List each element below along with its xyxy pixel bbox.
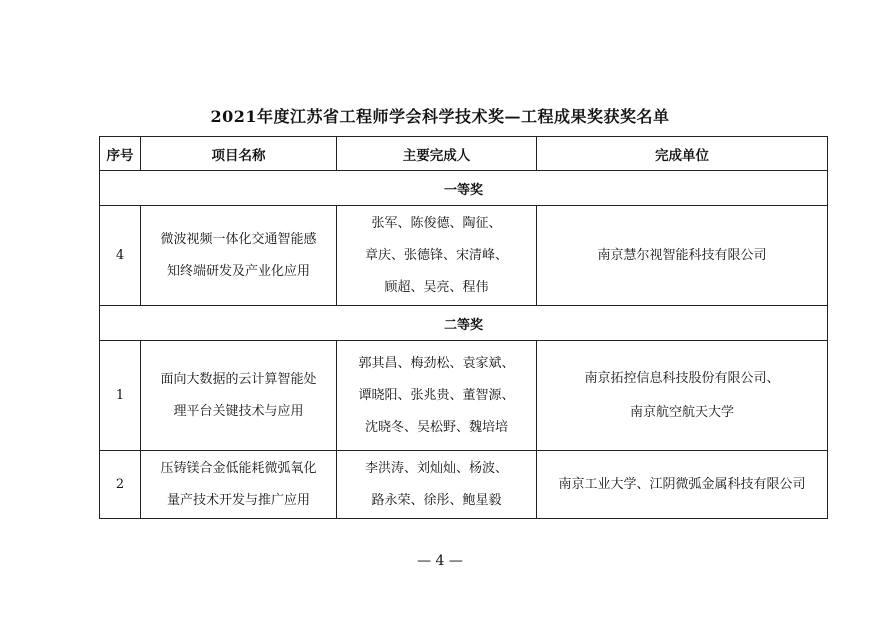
- project-name-line: 知终端研发及产业化应用: [166, 263, 310, 279]
- section-label: 二等奖: [100, 306, 828, 341]
- section-row-first-prize: [100, 171, 828, 206]
- unit: [537, 341, 828, 451]
- unit-line: 南京拓控信息科技股份有限公司、: [584, 370, 780, 386]
- project-name-line: 面向大数据的云计算智能处: [160, 371, 317, 387]
- section-label: 一等奖: [100, 171, 828, 206]
- table-row: [100, 206, 828, 306]
- row-seq: 1: [100, 341, 141, 451]
- project-name-line: 量产技术开发与推广应用: [166, 492, 310, 508]
- members-line: 路永荣、徐彤、鲍星毅: [371, 492, 502, 508]
- header-project: 项目名称: [141, 137, 337, 171]
- section-row-second-prize: [100, 306, 828, 341]
- table-header-row: [100, 137, 828, 171]
- header-members: 主要完成人: [337, 137, 537, 171]
- unit: [537, 451, 828, 519]
- members-line: 郭其昌、梅劲松、袁家斌、: [358, 355, 515, 371]
- members-line: 谭晓阳、张兆贵、董智源、: [358, 387, 515, 403]
- unit: [537, 206, 828, 306]
- project-name: [141, 206, 337, 306]
- members-line: 章庆、张德锋、宋清峰、: [364, 247, 508, 263]
- document-title: 2021年度江苏省工程师学会科学技术奖—工程成果奖获奖名单: [210, 107, 670, 126]
- members: [337, 206, 537, 306]
- project-name: [141, 451, 337, 519]
- unit-line: 南京航空航天大学: [629, 404, 734, 420]
- project-name: [141, 341, 337, 451]
- members-line: 顾超、吴亮、程伟: [384, 279, 489, 295]
- header-seq: 序号: [100, 137, 141, 171]
- row-seq: 2: [100, 451, 141, 519]
- row-seq: 4: [100, 206, 141, 306]
- members: [337, 451, 537, 519]
- awards-table: [99, 136, 828, 519]
- project-name-line: 压铸镁合金低能耗微弧氧化: [160, 460, 317, 476]
- page-number: — 4 —: [417, 553, 463, 569]
- members-line: 李洪涛、刘灿灿、杨波、: [364, 460, 508, 476]
- unit-line: 南京工业大学、江阴微弧金属科技有限公司: [558, 476, 806, 492]
- members: [337, 341, 537, 451]
- unit-line: 南京慧尔视智能科技有限公司: [597, 247, 767, 263]
- header-unit: 完成单位: [537, 137, 828, 171]
- table-row: [100, 451, 828, 519]
- members-line: 张军、陈俊德、陶征、: [371, 215, 502, 231]
- members-line: 沈晓冬、吴松野、魏培培: [364, 419, 508, 435]
- project-name-line: 理平台关键技术与应用: [173, 403, 304, 419]
- project-name-line: 微波视频一体化交通智能感: [160, 231, 317, 247]
- table-row: [100, 341, 828, 451]
